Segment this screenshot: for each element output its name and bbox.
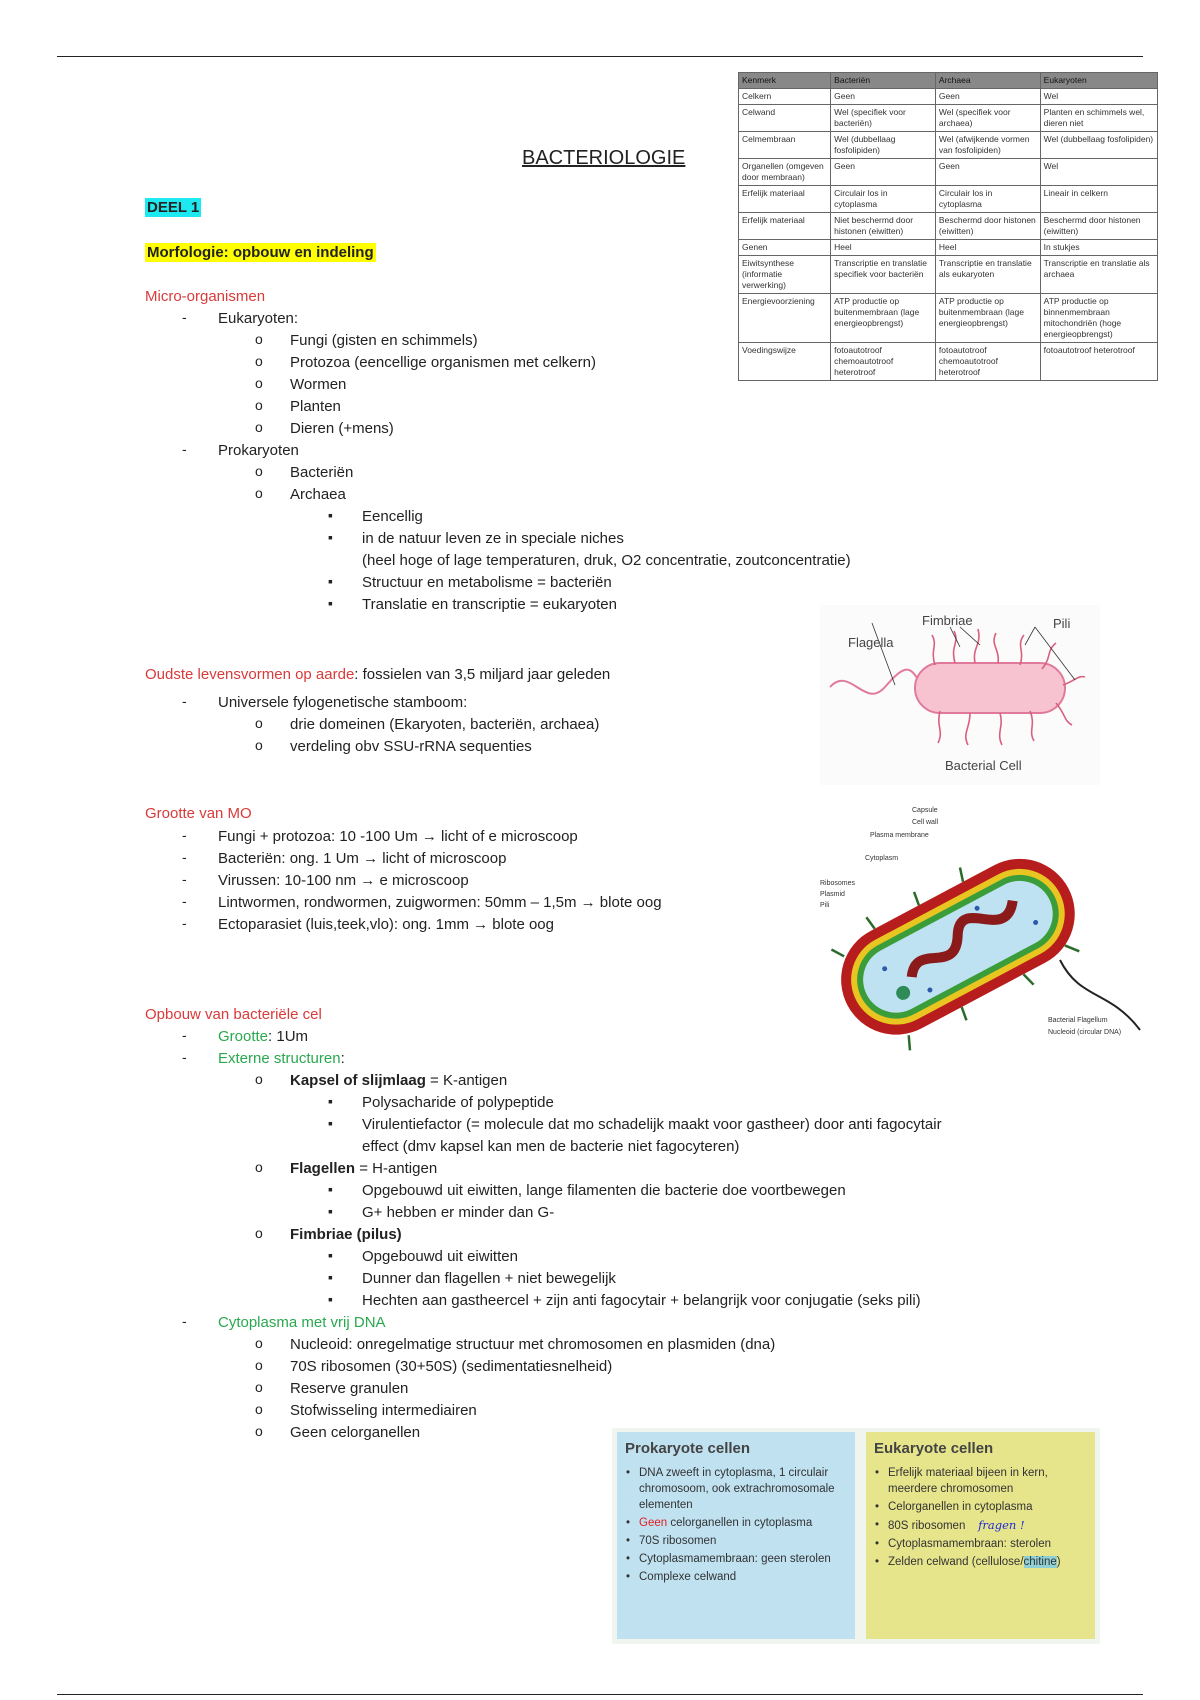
section-heading: Morfologie: opbouw en indeling [147, 244, 374, 261]
list-item: Prokaryoten [218, 442, 299, 459]
list-item: Planten [290, 398, 341, 415]
table-row [739, 213, 1158, 240]
list-item: Polysacharide of polypeptide [362, 1094, 554, 1111]
table-header: Bacteriën [831, 73, 936, 89]
list-item: • Zelden celwand (cellulose/chitine) [884, 1554, 1087, 1570]
table-row [739, 256, 1158, 294]
list-item: Universele fylogenetische stamboom: [218, 694, 468, 711]
eukaryote-box [866, 1432, 1095, 1639]
cell-diagram [815, 827, 1101, 1060]
table-row [739, 89, 1158, 105]
list-item: Lintwormen, rondwormen, zuigwormen: 50mm – 1,5m → blote oog [218, 894, 662, 911]
box-title: Prokaryote cellen [625, 1440, 751, 1457]
list-item: • Cytoplasmamembraan: sterolen [884, 1536, 1087, 1552]
cell-wall-label: Cell wall [912, 819, 939, 826]
table-cell: Eiwitsynthese (informatie verwerking) [739, 256, 831, 294]
table-cell: Wel (specifiek voor bacteriën) [831, 105, 936, 132]
table-cell: In stukjes [1040, 240, 1157, 256]
table-cell: Circulair los in cytoplasma [831, 186, 936, 213]
list-item: effect (dmv kapsel kan men de bacterie niet fagocyteren) [362, 1138, 740, 1155]
part-label: DEEL 1 [147, 199, 200, 216]
table-cell: Beschermd door histonen (eiwitten) [1040, 213, 1157, 240]
list-item: drie domeinen (Ekaryoten, bacteriën, archaea) [290, 716, 600, 733]
figure-caption: Bacterial Cell [945, 758, 1022, 773]
table-cell: Transcriptie en translatie specifiek voor bacteriën [831, 256, 936, 294]
list-item: Ectoparasiet (luis,teek,vlo): ong. 1mm → blote oog [218, 916, 554, 933]
handwritten-note: fragen ! [978, 1518, 1025, 1532]
list-item: • Geen celorganellen in cytoplasma [635, 1515, 847, 1531]
list-item: Geen celorganellen [290, 1424, 421, 1441]
list-item: 70S ribosomen (30+50S) (sedimentatiesnelheid) [290, 1358, 613, 1375]
table-cell: fotoautotroof chemoautotroof heterotroof [831, 343, 936, 381]
list-item: Archaea [290, 486, 346, 503]
table-header: Kenmerk [739, 73, 831, 89]
table-row [739, 105, 1158, 132]
table-cell: Genen [739, 240, 831, 256]
table-cell: Wel (specifiek voor archaea) [935, 105, 1040, 132]
list-item: verdeling obv SSU-rRNA sequenties [290, 738, 532, 755]
table-cell: Niet beschermd door histonen (eiwitten) [831, 213, 936, 240]
table-cell: Planten en schimmels wel, dieren niet [1040, 105, 1157, 132]
table-cell: Geen [935, 89, 1040, 105]
table-cell: Wel (dubbellaag fosfolipiden) [1040, 132, 1157, 159]
comparison-table [738, 72, 1158, 381]
bacterial-cell-figure [820, 605, 1100, 785]
page-title: BACTERIOLOGIE [522, 147, 686, 169]
table-row [739, 294, 1158, 343]
capsule-label: Capsule [912, 807, 938, 814]
list-item: Bacteriën: ong. 1 Um → licht of microscoop [218, 850, 507, 867]
table-cell: Celkern [739, 89, 831, 105]
list-item: Wormen [290, 376, 347, 393]
table-cell: Wel [1040, 159, 1157, 186]
list-item: Kapsel of slijmlaag = K-antigen [290, 1072, 508, 1089]
table-row [739, 159, 1158, 186]
list-item: Translatie en transcriptie = eukaryoten [362, 596, 617, 613]
list-item: Cytoplasma met vrij DNA [218, 1314, 386, 1331]
top-rule [57, 56, 1143, 57]
table-cell: ATP productie op buitenmembraan (lage energieopbrengst) [935, 294, 1040, 343]
table-cell: Celwand [739, 105, 831, 132]
list-item: Opgebouwd uit eiwitten [362, 1248, 518, 1265]
list-item: Virulentiefactor (= molecule dat mo schadelijk maakt voor gastheer) door anti fagocytair [362, 1116, 942, 1133]
micro-heading: Micro-organismen [145, 288, 266, 305]
list-item: Virussen: 10-100 nm → e microscoop [218, 872, 469, 889]
table-row [739, 240, 1158, 256]
table-cell: Energievoorziening [739, 294, 831, 343]
table-cell: Transcriptie en translatie als eukaryoten [935, 256, 1040, 294]
pili-label: Pili [820, 902, 830, 909]
flagella-label: Flagella [848, 635, 894, 650]
table-cell: Lineair in celkern [1040, 186, 1157, 213]
size-heading: Grootte van MO [145, 805, 252, 822]
list-item: Reserve granulen [290, 1380, 409, 1397]
list-item: Stofwisseling intermediairen [290, 1402, 477, 1419]
table-cell: Transcriptie en translatie als archaea [1040, 256, 1157, 294]
list-item: Flagellen = H-antigen [290, 1160, 438, 1177]
build-heading: Opbouw van bacteriële cel [145, 1006, 322, 1023]
list-item: Fungi + protozoa: 10 -100 Um → licht of e microscoop [218, 828, 578, 845]
list-item: Nucleoid: onregelmatige structuur met chromosomen en plasmiden (dna) [290, 1336, 776, 1353]
table-cell: Geen [831, 89, 936, 105]
list-item: Bacteriën [290, 464, 354, 481]
plasma-membrane-label: Plasma membrane [870, 832, 929, 839]
table-cell: Geen [935, 159, 1040, 186]
table-cell: Heel [831, 240, 936, 256]
oldest-heading: Oudste levensvormen op aarde: fossielen van 3,5 miljard jaar geleden [145, 666, 611, 683]
table-row [739, 132, 1158, 159]
box-title: Eukaryote cellen [874, 1440, 994, 1457]
table-cell: ATP productie op buitenmembraan (lage energieopbrengst) [831, 294, 936, 343]
list-item: Dieren (+mens) [290, 420, 394, 437]
table-row [739, 186, 1158, 213]
list-item: Grootte: 1Um [218, 1028, 309, 1045]
list-item: • Celorganellen in cytoplasma [884, 1499, 1087, 1515]
nucleoid-label: Nucleoid (circular DNA) [1048, 1029, 1122, 1036]
list-item: (heel hoge of lage temperaturen, druk, O2 concentratie, zoutconcentratie) [362, 552, 851, 569]
list-item: • Cytoplasmamembraan: geen sterolen [635, 1551, 847, 1567]
list-item: Fungi (gisten en schimmels) [290, 332, 478, 349]
table-cell: Erfelijk materiaal [739, 186, 831, 213]
table-header-row [739, 73, 1158, 89]
flagellum-label: Bacterial Flagellum [1048, 1017, 1108, 1024]
list-item: • 80S ribosomen fragen ! [884, 1517, 1087, 1534]
list-item: Structuur en metabolisme = bacteriën [362, 574, 612, 591]
list-item: Fimbriae (pilus) [290, 1226, 402, 1243]
prokaryote-box [617, 1432, 855, 1639]
table-cell: Wel (afwijkende vormen van fosfolipiden) [935, 132, 1040, 159]
list-item: Eencellig [362, 508, 423, 525]
list-item: Dunner dan flagellen + niet bewegelijk [362, 1270, 616, 1287]
list-item: Externe structuren: [218, 1050, 345, 1067]
list-item: • Erfelijk materiaal bijeen in kern, meerdere chromosomen [884, 1465, 1087, 1497]
list-item: • DNA zweeft in cytoplasma, 1 circulair chromosoom, ook extrachromosomale elementen [635, 1465, 847, 1513]
list-item: Opgebouwd uit eiwitten, lange filamenten die bacterie doe voortbewegen [362, 1182, 846, 1199]
list-item: in de natuur leven ze in speciale niches [362, 530, 624, 547]
table-cell: Wel [1040, 89, 1157, 105]
table-cell: Wel (dubbellaag fosfolipiden) [831, 132, 936, 159]
table-cell: fotoautotroof heterotroof [1040, 343, 1157, 381]
table-cell: ATP productie op binnenmembraan mitochondriën (hoge energieopbrengst) [1040, 294, 1157, 343]
bottom-rule [57, 1694, 1143, 1695]
table-header: Archaea [935, 73, 1040, 89]
table-cell: Celmembraan [739, 132, 831, 159]
table-cell: Heel [935, 240, 1040, 256]
table-cell: fotoautotroof chemoautotroof heterotroof [935, 343, 1040, 381]
table-row [739, 343, 1158, 381]
table-cell: Organellen (omgeven door membraan) [739, 159, 831, 186]
pili-label: Pili [1053, 616, 1071, 631]
table-cell: Erfelijk materiaal [739, 213, 831, 240]
table-cell: Voedingswijze [739, 343, 831, 381]
table-cell: Geen [831, 159, 936, 186]
fimbriae-label: Fimbriae [922, 613, 973, 628]
list-item: • Complexe celwand [635, 1569, 847, 1585]
list-item: • 70S ribosomen [635, 1533, 847, 1549]
cell-body [915, 663, 1065, 713]
plasmid-label: Plasmid [820, 891, 845, 898]
table-cell: Circulair los in cytoplasma [935, 186, 1040, 213]
table-header: Eukaryoten [1040, 73, 1157, 89]
table-cell: Beschermd door histonen (eiwitten) [935, 213, 1040, 240]
ribosomes-label: Ribosomes [820, 880, 856, 887]
list-item: Protozoa (eencellige organismen met celkern) [290, 354, 596, 371]
cytoplasm-label: Cytoplasm [865, 855, 899, 862]
list-item: Eukaryoten: [218, 310, 299, 327]
bacterial-cell-detail-figure [810, 800, 1150, 1060]
list-item: Hechten aan gastheercel + zijn anti fagocytair + belangrijk voor conjugatie (seks pili) [362, 1292, 921, 1309]
list-item: G+ hebben er minder dan G- [362, 1204, 555, 1221]
